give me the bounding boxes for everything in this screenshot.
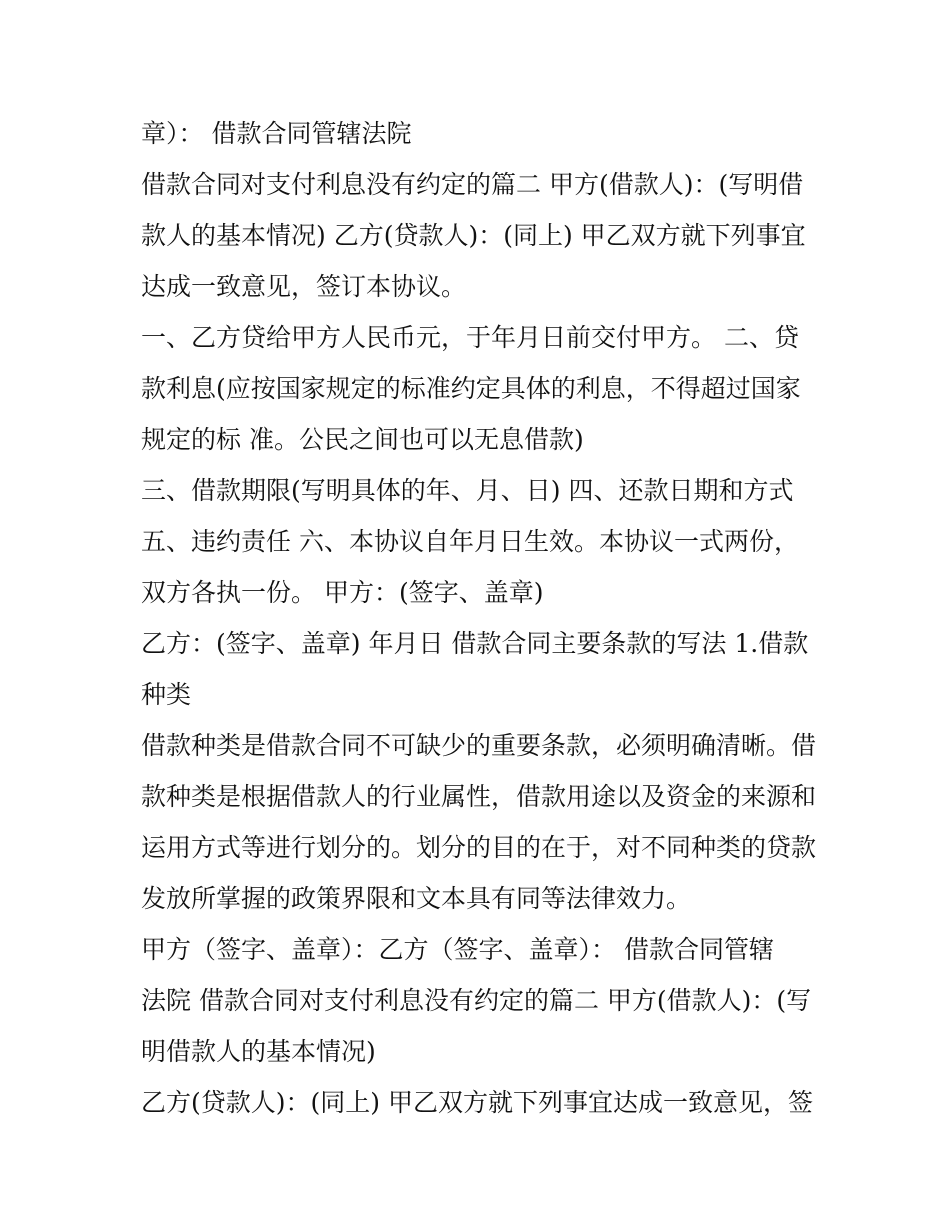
text-line: 乙方(贷款人)：(同上) 甲乙双方就下列事宜达成一致意见，签 xyxy=(141,1088,813,1117)
text-line: 种类 xyxy=(141,680,192,709)
text-line: 款利息(应按国家规定的标准约定具体的利息，不得超过国家 xyxy=(141,374,801,403)
text-line: 三、借款期限(写明具体的年、月、日) 四、还款日期和方式 xyxy=(141,476,794,505)
text-line: 运用方式等进行划分的。划分的目的在于，对不同种类的贷款 xyxy=(141,833,817,862)
text-line: 双方各执一份。 甲方：(签字、盖章) xyxy=(141,578,544,607)
text-line: 借款种类是借款合同不可缺少的重要条款，必须明确清晰。借 xyxy=(141,731,817,760)
text-line: 一、乙方贷给甲方人民币元，于年月日前交付甲方。 二、贷 xyxy=(141,323,799,352)
text-line: 发放所掌握的政策界限和文本具有同等法律效力。 xyxy=(141,884,692,913)
text-line: 规定的标 准。公民之间也可以无息借款) xyxy=(141,425,584,454)
text-line: 乙方：(签字、盖章) 年月日 借款合同主要条款的写法 1.借款 xyxy=(141,629,809,658)
text-line: 借款合同对支付利息没有约定的篇二 甲方(借款人)：(写明借 xyxy=(141,170,804,199)
text-line: 明借款人的基本情况) xyxy=(141,1037,376,1066)
document-body xyxy=(141,108,821,1128)
text-line: 达成一致意见，签订本协议。 xyxy=(141,272,467,301)
text-line: 五、违约责任 六、本协议自年月日生效。本协议一式两份， xyxy=(141,527,799,556)
text-line: 甲方（签字、盖章）：乙方（签字、盖章）： 借款合同管辖 xyxy=(141,935,774,964)
text-line: 法院 借款合同对支付利息没有约定的篇二 甲方(借款人)：(写 xyxy=(141,986,812,1015)
text-line: 款种类是根据借款人的行业属性，借款用途以及资金的来源和 xyxy=(141,782,817,811)
text-line: 章）： 借款合同管辖法院 xyxy=(141,119,412,148)
text-line: 款人的基本情况) 乙方(贷款人)：(同上) 甲乙双方就下列事宜 xyxy=(141,221,806,250)
